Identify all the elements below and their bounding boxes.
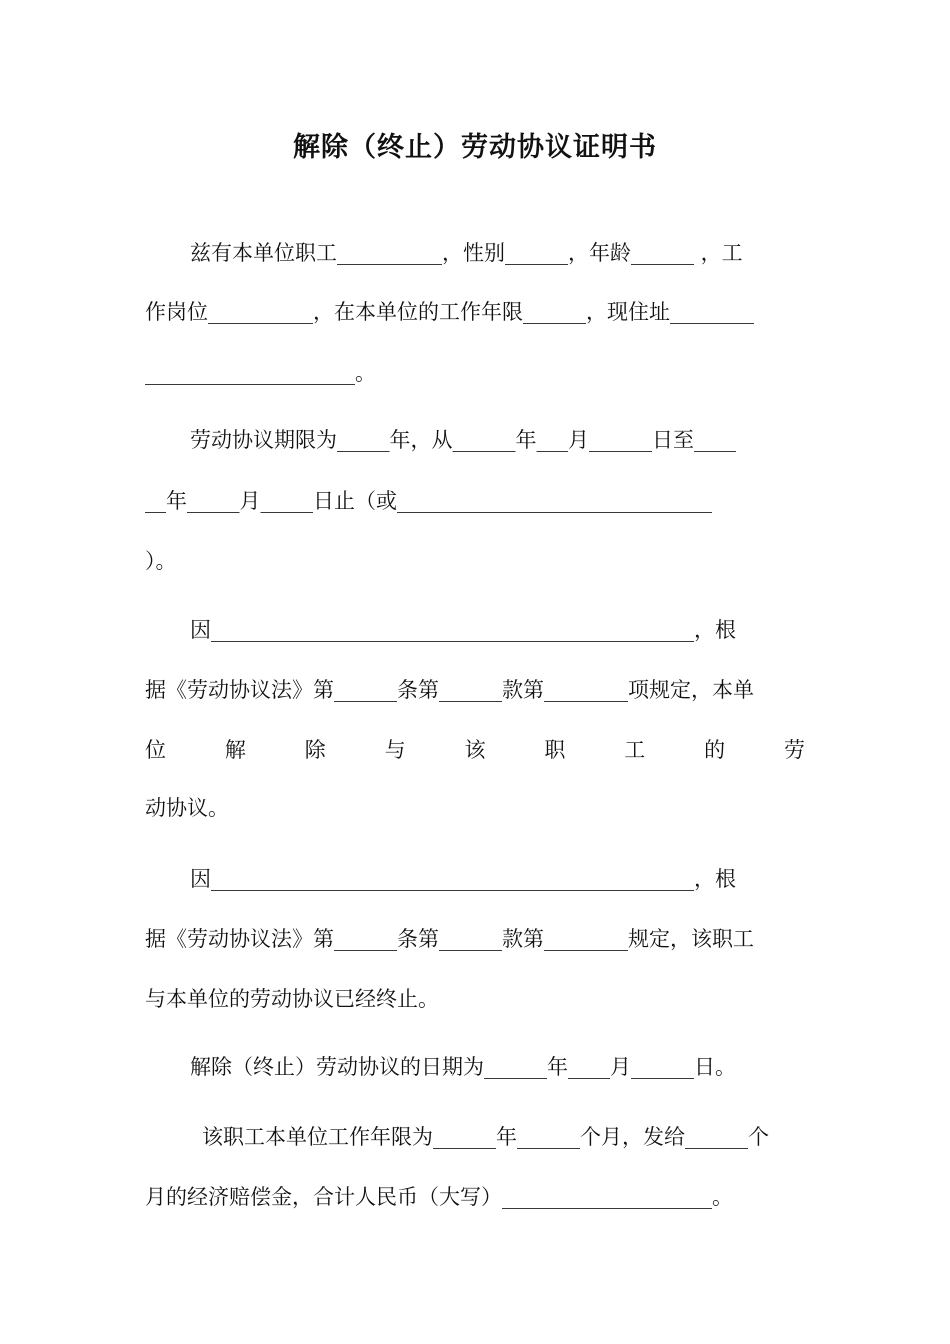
justified-char: 位 xyxy=(145,738,166,762)
justified-char: 职 xyxy=(544,738,566,762)
paragraph-2-line-3: ）。 xyxy=(145,549,177,573)
paragraph-1-line-2: 作岗位__________，在本单位的工作年限______，现住址________ xyxy=(145,300,754,324)
paragraph-3-line-3-justified xyxy=(145,733,805,767)
paragraph-1-line-3: ____________________。 xyxy=(145,361,376,385)
justified-char: 该 xyxy=(464,738,486,762)
paragraph-1-line-1: 兹有本单位职工__________，性别______，年龄______ ，工 xyxy=(190,241,743,265)
justified-char: 除 xyxy=(304,738,326,762)
paragraph-4-line-3: 与本单位的劳动协议已经终止。 xyxy=(145,987,439,1011)
paragraph-6-line-2: 月的经济赔偿金，合计人民币（大写）____________________。 xyxy=(145,1185,733,1209)
paragraph-5-line-1: 解除（终止）劳动协议的日期为______年____月______日。 xyxy=(190,1055,736,1079)
paragraph-2-line-2: __年_____月_____日止（或______________________________ xyxy=(145,489,712,513)
paragraph-4-line-1: 因______________________________________________，根 xyxy=(190,867,736,891)
justified-char: 劳 xyxy=(784,738,805,762)
paragraph-3-line-4: 动协议。 xyxy=(145,796,229,820)
paragraph-4-line-2: 据《劳动协议法》第______条第______款第________规定，该职工 xyxy=(145,927,754,951)
paragraph-3-line-2: 据《劳动协议法》第______条第______款第________项规定，本单 xyxy=(145,678,754,702)
document-title: 解除（终止）劳动协议证明书 xyxy=(293,132,657,163)
justified-char: 与 xyxy=(384,738,406,762)
paragraph-3-line-1: 因______________________________________________，根 xyxy=(190,618,736,642)
paragraph-6-line-1: 该职工本单位工作年限为______年______个月，发给______个 xyxy=(202,1125,769,1149)
justified-char: 工 xyxy=(624,738,646,762)
paragraph-2-line-1: 劳动协议期限为_____年，从______年___月______日至____ xyxy=(190,428,736,452)
justified-char: 解 xyxy=(224,738,246,762)
justified-char: 的 xyxy=(704,738,726,762)
